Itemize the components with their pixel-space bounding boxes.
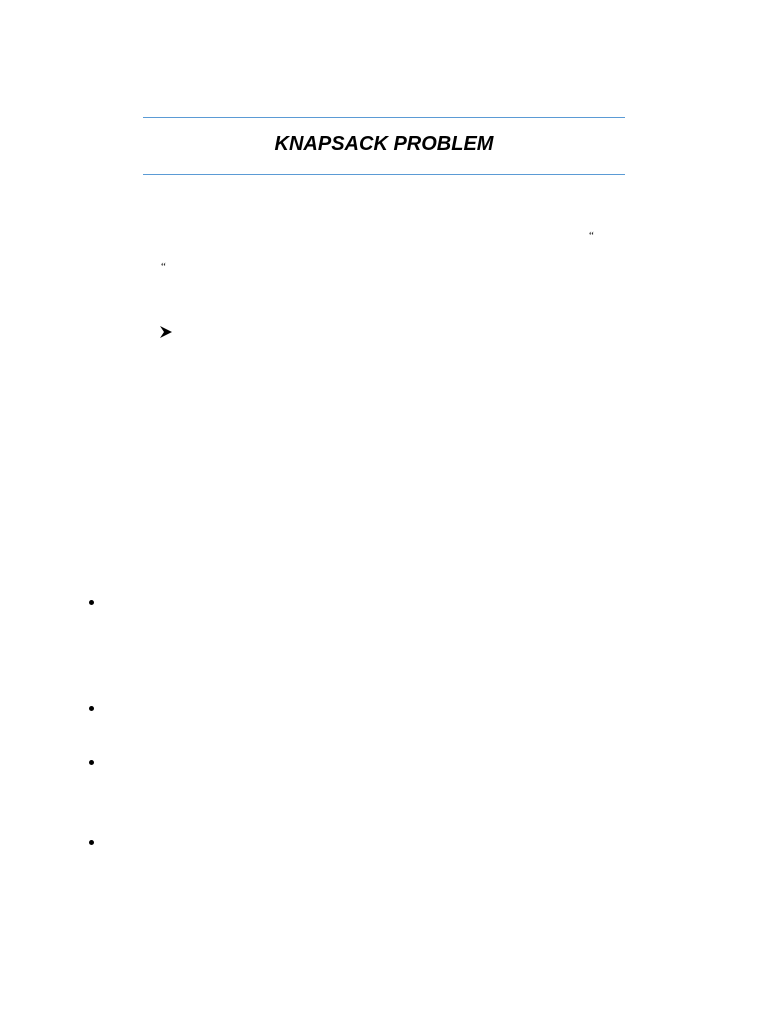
- title-bottom-rule: [143, 174, 625, 175]
- bullet-dot-icon: [89, 706, 94, 711]
- document-title: KNAPSACK PROBLEM: [274, 133, 494, 155]
- bullet-dot-icon: [89, 600, 94, 605]
- title-top-rule: [143, 117, 625, 118]
- arrowhead-bullet-icon: [159, 325, 173, 339]
- bullet-dot-icon: [89, 840, 94, 845]
- bullet-dot-icon: [89, 760, 94, 765]
- opening-quote-mark: “: [589, 230, 594, 242]
- opening-quote-mark: “: [161, 261, 166, 273]
